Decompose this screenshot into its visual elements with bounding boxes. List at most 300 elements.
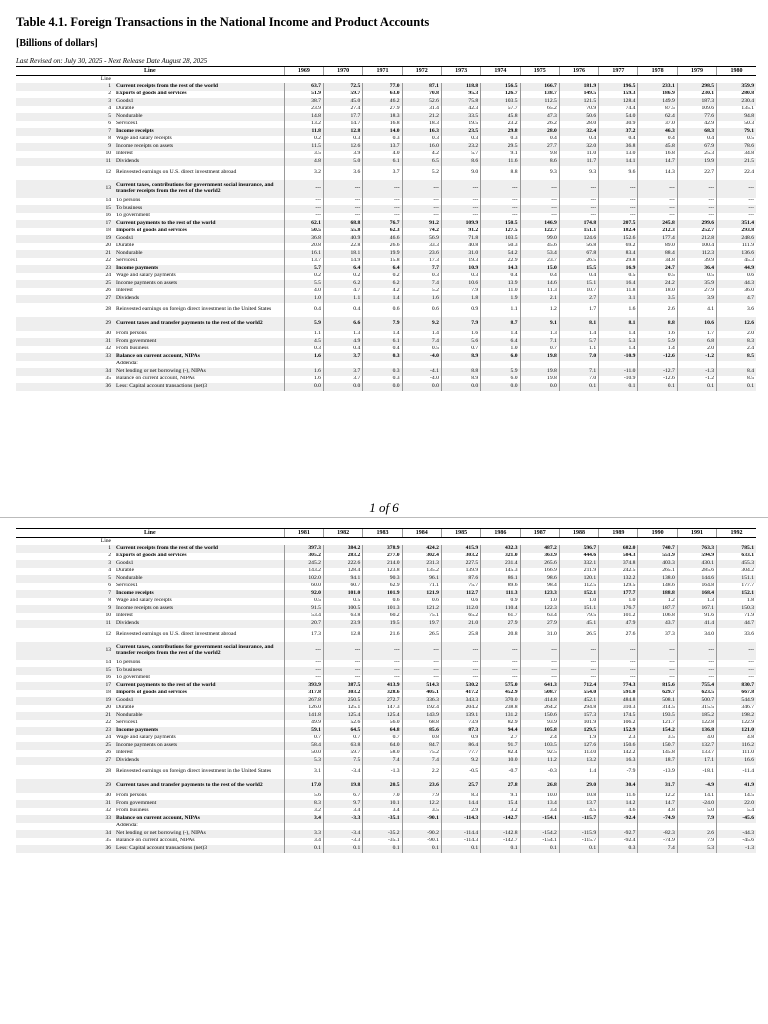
cell-value: 26.5 bbox=[559, 628, 598, 642]
cell-value: 55.8 bbox=[323, 228, 362, 236]
cell-value: 26.6 bbox=[363, 243, 402, 251]
cell-value: --- bbox=[677, 642, 716, 660]
cell-value: 0.1 bbox=[717, 383, 756, 391]
cell-value: 8.5 bbox=[717, 353, 756, 361]
column-header-year: 1974 bbox=[481, 67, 520, 76]
cell-value: 101.0 bbox=[323, 590, 362, 598]
row-label: To business bbox=[114, 205, 284, 213]
line-number: 35 bbox=[105, 837, 112, 844]
line-number: 9 bbox=[16, 143, 114, 151]
cell-value: 252.7 bbox=[677, 228, 716, 236]
cell-value: 0.7 bbox=[520, 346, 559, 354]
cell-value bbox=[638, 361, 677, 369]
cell-value: 4.5 bbox=[559, 808, 598, 816]
cell-value: --- bbox=[363, 660, 402, 668]
cell-value: 106.2 bbox=[599, 720, 638, 728]
cell-value: -154.1 bbox=[520, 815, 559, 823]
cell-value: 5.9 bbox=[481, 368, 520, 376]
cell-value: 9.7 bbox=[323, 800, 362, 808]
table-row bbox=[16, 830, 756, 838]
cell-value: 10.8 bbox=[559, 793, 598, 801]
cell-value: 28.0 bbox=[520, 128, 559, 136]
cell-value: 6.8 bbox=[677, 338, 716, 346]
cell-value: 30.4 bbox=[599, 779, 638, 793]
cell-value: --- bbox=[559, 667, 598, 675]
cell-value: 8.9 bbox=[441, 376, 480, 384]
cell-value: 3.2 bbox=[284, 808, 323, 816]
cell-value: 1.1 bbox=[559, 346, 598, 354]
line-number: 1 bbox=[16, 545, 114, 553]
cell-value: 302.4 bbox=[402, 553, 441, 561]
table-row bbox=[16, 598, 756, 606]
line-number: 18 bbox=[105, 227, 112, 234]
cell-value: 1.0 bbox=[520, 598, 559, 606]
cell-value: 27.9 bbox=[520, 620, 559, 628]
cell-value: 10.6 bbox=[677, 317, 716, 331]
line-number: 32 bbox=[105, 807, 112, 814]
row-label: Durable bbox=[116, 704, 135, 711]
table-row bbox=[16, 583, 756, 591]
cell-value: 47.9 bbox=[599, 620, 638, 628]
cell-value: 63.8 bbox=[323, 613, 362, 621]
cell-value: --- bbox=[284, 660, 323, 668]
row-label: Exports of goods and services bbox=[116, 90, 187, 97]
cell-value: 8.8 bbox=[638, 317, 677, 331]
cell-value: 298.5 bbox=[677, 83, 716, 91]
cell-value: --- bbox=[363, 205, 402, 213]
cell-value: 370.0 bbox=[481, 697, 520, 705]
cell-value: 265.6 bbox=[520, 560, 559, 568]
cell-value: 87.3 bbox=[441, 727, 480, 735]
cell-value: 8.7 bbox=[481, 317, 520, 331]
column-header-year: 1985 bbox=[441, 529, 480, 538]
cell-value: 54.0 bbox=[599, 113, 638, 121]
cell-value: 0.3 bbox=[363, 136, 402, 144]
cell-value: 12.8 bbox=[323, 128, 362, 136]
cell-value: 7.4 bbox=[363, 757, 402, 765]
cell-value: 14.3 bbox=[638, 166, 677, 180]
cell-value: 17.7 bbox=[323, 113, 362, 121]
cell-value: 29.5 bbox=[481, 143, 520, 151]
cell-value: 35.9 bbox=[677, 280, 716, 288]
cell-value bbox=[481, 823, 520, 831]
cell-value: --- bbox=[599, 642, 638, 660]
cell-value: 50.5 bbox=[284, 228, 323, 236]
cell-value: 103.5 bbox=[520, 742, 559, 750]
cell-value: 23.9 bbox=[284, 106, 323, 114]
row-label: Current payments to the rest of the world bbox=[114, 220, 284, 228]
cell-value: 193.5 bbox=[638, 712, 677, 720]
cell-value: 17.3 bbox=[284, 628, 323, 642]
cell-value: --- bbox=[717, 180, 756, 198]
table-row bbox=[16, 727, 756, 735]
cell-value: --- bbox=[520, 213, 559, 221]
line-number: 30 bbox=[105, 330, 112, 337]
cell-value: 4.8 bbox=[717, 735, 756, 743]
cell-value: 12.2 bbox=[402, 800, 441, 808]
row-label: From government bbox=[114, 338, 284, 346]
cell-value: 682.0 bbox=[599, 545, 638, 553]
row-label: Nondurable bbox=[114, 113, 284, 121]
cell-value: 1.2 bbox=[638, 598, 677, 606]
row-label: Current taxes and transfer payments to the rest of the world2 bbox=[114, 779, 284, 793]
cell-value: 1.1 bbox=[284, 331, 323, 339]
cell-value: 68.8 bbox=[323, 220, 362, 228]
cell-value: 8.3 bbox=[717, 338, 756, 346]
cell-value: --- bbox=[520, 642, 559, 660]
cell-value: --- bbox=[284, 667, 323, 675]
cell-value: 34.0 bbox=[677, 628, 716, 642]
cell-value: 18.3 bbox=[363, 113, 402, 121]
cell-value: 5.3 bbox=[284, 757, 323, 765]
cell-value: -24.0 bbox=[677, 800, 716, 808]
cell-value: 128.4 bbox=[323, 568, 362, 576]
cell-value: --- bbox=[402, 213, 441, 221]
table-row bbox=[16, 750, 756, 758]
cell-value: 0.4 bbox=[323, 303, 362, 317]
cell-value: 23.6 bbox=[402, 250, 441, 258]
cell-value: 774.3 bbox=[599, 682, 638, 690]
cell-value: 121.7 bbox=[638, 720, 677, 728]
cell-value: 0.5 bbox=[323, 598, 362, 606]
cell-value: 7.9 bbox=[402, 793, 441, 801]
cell-value: --- bbox=[323, 660, 362, 668]
cell-value: 138.7 bbox=[520, 91, 559, 99]
cell-value: 36.8 bbox=[599, 143, 638, 151]
cell-value: 177.7 bbox=[599, 590, 638, 598]
cell-value bbox=[363, 361, 402, 369]
line-number: 31 bbox=[16, 800, 114, 808]
cell-value: 13.2 bbox=[284, 121, 323, 129]
cell-value: 152.1 bbox=[559, 590, 598, 598]
cell-value: 23.7 bbox=[520, 258, 559, 266]
cell-value: 633.1 bbox=[717, 553, 756, 561]
cell-value: -3.3 bbox=[323, 838, 362, 846]
column-header-year: 1987 bbox=[520, 529, 559, 538]
cell-value: 231.4 bbox=[481, 560, 520, 568]
cell-value: 63.7 bbox=[284, 83, 323, 91]
cell-value: 242.5 bbox=[599, 568, 638, 576]
cell-value: 10.9 bbox=[441, 265, 480, 273]
cell-value: 575.0 bbox=[481, 682, 520, 690]
table-row bbox=[16, 166, 756, 180]
cell-value: 1.4 bbox=[559, 765, 598, 779]
row-label: Imports of goods and services bbox=[116, 227, 187, 234]
row-label: Nondurable bbox=[114, 250, 284, 258]
cell-value: --- bbox=[402, 198, 441, 206]
cell-value: 101.9 bbox=[559, 720, 598, 728]
cell-value: 16.4 bbox=[599, 280, 638, 288]
cell-value: 500.7 bbox=[677, 697, 716, 705]
cell-value: 2.7 bbox=[481, 735, 520, 743]
cell-value: -10.9 bbox=[599, 353, 638, 361]
cell-value: 187.7 bbox=[638, 605, 677, 613]
cell-value: -92.7 bbox=[599, 830, 638, 838]
cell-value: 397.3 bbox=[284, 545, 323, 553]
cell-value: --- bbox=[402, 660, 441, 668]
column-header-year: 1991 bbox=[677, 529, 716, 538]
line-number: 16 bbox=[105, 212, 112, 219]
cell-value: 33.3 bbox=[402, 243, 441, 251]
cell-value: 99.0 bbox=[520, 235, 559, 243]
cell-value: 142.2 bbox=[599, 750, 638, 758]
cell-value: -114.4 bbox=[441, 830, 480, 838]
line-number: 3 bbox=[16, 98, 114, 106]
cell-value: --- bbox=[284, 198, 323, 206]
cell-value: 285.6 bbox=[677, 568, 716, 576]
cell-value: 1.3 bbox=[677, 598, 716, 606]
cell-value: 2.9 bbox=[441, 808, 480, 816]
cell-value: 49.9 bbox=[284, 720, 323, 728]
cell-value: -35.2 bbox=[363, 830, 402, 838]
column-header-year: 1984 bbox=[402, 529, 441, 538]
cell-value: 267.8 bbox=[284, 697, 323, 705]
row-label: Goods1 bbox=[114, 98, 284, 106]
table-row bbox=[16, 720, 756, 728]
table-row bbox=[16, 228, 756, 236]
cell-value: 192.4 bbox=[402, 705, 441, 713]
column-header-year: 1992 bbox=[717, 529, 756, 538]
cell-value: 43.7 bbox=[638, 620, 677, 628]
cell-value: 16.3 bbox=[402, 128, 441, 136]
cell-value: -11.4 bbox=[717, 765, 756, 779]
cell-value: 75.2 bbox=[402, 750, 441, 758]
cell-value: 0.3 bbox=[441, 273, 480, 281]
cell-value: 0.0 bbox=[441, 383, 480, 391]
cell-value: -1.2 bbox=[677, 376, 716, 384]
cell-value: 9.1 bbox=[481, 151, 520, 159]
cell-value: 111.9 bbox=[717, 243, 756, 251]
line-number: 5 bbox=[16, 575, 114, 583]
table-row bbox=[16, 800, 756, 808]
cell-value: 5.6 bbox=[441, 338, 480, 346]
cell-value: 67.9 bbox=[677, 143, 716, 151]
cell-value: 455.3 bbox=[717, 560, 756, 568]
cell-value: --- bbox=[677, 660, 716, 668]
row-label: Services1 bbox=[116, 719, 138, 726]
cell-value: 19.3 bbox=[441, 258, 480, 266]
cell-value: 151.1 bbox=[559, 228, 598, 236]
row-label: Durable bbox=[116, 567, 135, 574]
cell-value: 1.4 bbox=[481, 331, 520, 339]
cell-value: --- bbox=[638, 198, 677, 206]
cell-value: 0.8 bbox=[402, 735, 441, 743]
line-number: 19 bbox=[16, 235, 114, 243]
cell-value: 45.8 bbox=[638, 143, 677, 151]
table-row bbox=[16, 136, 756, 144]
cell-value: 23.2 bbox=[481, 121, 520, 129]
line-number: 10 bbox=[105, 150, 112, 157]
table-row bbox=[16, 250, 756, 258]
cell-value: 72.5 bbox=[323, 83, 362, 91]
cell-value: 103.5 bbox=[481, 235, 520, 243]
row-label: Less: Capital account transactions (net)3 bbox=[114, 845, 284, 853]
cell-value: 0.1 bbox=[559, 383, 598, 391]
cell-value: 5.0 bbox=[677, 808, 716, 816]
cell-value: 87.6 bbox=[441, 575, 480, 583]
cell-value: 393.9 bbox=[284, 682, 323, 690]
cell-value: 94.4 bbox=[481, 727, 520, 735]
cell-value: 89.0 bbox=[638, 243, 677, 251]
cell-value: 74.4 bbox=[599, 106, 638, 114]
cell-value: --- bbox=[481, 675, 520, 683]
cell-value: 7.4 bbox=[402, 757, 441, 765]
cell-value: 64.0 bbox=[363, 742, 402, 750]
cell-value: --- bbox=[441, 642, 480, 660]
row-label: Net lending or net borrowing (-), NIPAs bbox=[114, 830, 284, 838]
cell-value: --- bbox=[638, 667, 677, 675]
cell-value: 33.5 bbox=[441, 113, 480, 121]
table-subtitle: [Billions of dollars] bbox=[16, 38, 98, 49]
cell-value: 1.0 bbox=[481, 346, 520, 354]
cell-value: --- bbox=[363, 675, 402, 683]
cell-value: 245.8 bbox=[638, 220, 677, 228]
cell-value: 19.8 bbox=[520, 368, 559, 376]
cell-value: 413.9 bbox=[363, 682, 402, 690]
cell-value: 98.6 bbox=[520, 575, 559, 583]
cell-value: 8.1 bbox=[559, 317, 598, 331]
cell-value: --- bbox=[520, 660, 559, 668]
cell-value: 0.1 bbox=[402, 845, 441, 853]
cell-value: 112.5 bbox=[520, 98, 559, 106]
cell-value: --- bbox=[599, 198, 638, 206]
cell-value: 40.8 bbox=[441, 243, 480, 251]
cell-value: 150.7 bbox=[638, 742, 677, 750]
row-label: Income payments on assets bbox=[114, 280, 284, 288]
cell-value: 86.4 bbox=[441, 742, 480, 750]
cell-value: 740.7 bbox=[638, 545, 677, 553]
cell-value: 530.2 bbox=[441, 682, 480, 690]
cell-value: --- bbox=[599, 667, 638, 675]
row-label: To persons bbox=[116, 197, 141, 204]
cell-value: 4.8 bbox=[638, 808, 677, 816]
line-number: 24 bbox=[105, 734, 112, 741]
cell-value: 212.8 bbox=[677, 235, 716, 243]
cell-value: --- bbox=[520, 198, 559, 206]
cell-value: 16.0 bbox=[402, 143, 441, 151]
cell-value: 0.7 bbox=[441, 346, 480, 354]
row-label: From business bbox=[116, 345, 149, 352]
cell-value: 62.4 bbox=[638, 113, 677, 121]
cell-value: 204.2 bbox=[441, 705, 480, 713]
line-number: 12 bbox=[105, 630, 112, 637]
cell-value: 11.8 bbox=[284, 128, 323, 136]
cell-value: -4.9 bbox=[677, 779, 716, 793]
cell-value: 10.0 bbox=[481, 757, 520, 765]
cell-value: 121.9 bbox=[402, 590, 441, 598]
cell-value: 7.9 bbox=[677, 838, 716, 846]
cell-value: --- bbox=[481, 198, 520, 206]
cell-value: 11.6 bbox=[481, 158, 520, 166]
table-row bbox=[16, 205, 756, 213]
row-label: Balance on current account, NIPAs bbox=[114, 353, 284, 361]
cell-value: 118.8 bbox=[441, 83, 480, 91]
cell-value: 1.6 bbox=[284, 353, 323, 361]
cell-value: 487.2 bbox=[520, 545, 559, 553]
cell-value: 0.5 bbox=[402, 346, 441, 354]
line-number: 15 bbox=[16, 667, 114, 675]
cell-value: 14.2 bbox=[599, 800, 638, 808]
table-row bbox=[16, 91, 756, 99]
row-label: To business bbox=[114, 667, 284, 675]
cell-value: 64.8 bbox=[363, 727, 402, 735]
cell-value: 50.3 bbox=[717, 121, 756, 129]
table-row bbox=[16, 368, 756, 376]
cell-value: 1.8 bbox=[441, 295, 480, 303]
cell-value: 124.6 bbox=[559, 235, 598, 243]
cell-value: 46.2 bbox=[363, 98, 402, 106]
cell-value: --- bbox=[599, 660, 638, 668]
cell-value: 63.0 bbox=[363, 91, 402, 99]
line-number: 30 bbox=[105, 792, 112, 799]
cell-value: 5.7 bbox=[441, 151, 480, 159]
cell-value: 0.3 bbox=[284, 346, 323, 354]
table-row bbox=[16, 605, 756, 613]
column-header-year: 1969 bbox=[284, 67, 323, 76]
cell-value: 19.9 bbox=[363, 250, 402, 258]
cell-value: 16.1 bbox=[284, 250, 323, 258]
cell-value: --- bbox=[677, 180, 716, 198]
cell-value: 15.4 bbox=[481, 800, 520, 808]
cell-value: 0.4 bbox=[559, 136, 598, 144]
cell-value: 135.2 bbox=[402, 568, 441, 576]
cell-value: 19.5 bbox=[363, 620, 402, 628]
cell-value: 112.7 bbox=[441, 590, 480, 598]
cell-value bbox=[559, 823, 598, 831]
table-row bbox=[16, 106, 756, 114]
cell-value: -3.3 bbox=[323, 815, 362, 823]
cell-value: --- bbox=[284, 205, 323, 213]
cell-value: 0.4 bbox=[481, 273, 520, 281]
cell-value: --- bbox=[441, 213, 480, 221]
row-label: Balance on current account, NIPAs bbox=[114, 815, 284, 823]
cell-value: 106.8 bbox=[638, 613, 677, 621]
cell-value: 3.2 bbox=[481, 808, 520, 816]
line-number: 14 bbox=[105, 197, 112, 204]
row-label: Income payments bbox=[114, 727, 284, 735]
cell-value: 0.6 bbox=[363, 303, 402, 317]
cell-value: 95.3 bbox=[441, 91, 480, 99]
line-number: 6 bbox=[108, 582, 112, 589]
cell-value: 148.6 bbox=[638, 583, 677, 591]
cell-value: 187.3 bbox=[677, 98, 716, 106]
row-label: Services1 bbox=[116, 582, 138, 589]
cell-value: 62.3 bbox=[363, 228, 402, 236]
cell-value: -154.1 bbox=[520, 838, 559, 846]
cell-value: 14.7 bbox=[638, 158, 677, 166]
line-number: 5 bbox=[16, 113, 114, 121]
cell-value: --- bbox=[441, 675, 480, 683]
cell-value: 91.6 bbox=[677, 613, 716, 621]
table-row bbox=[16, 613, 756, 621]
row-label: Reinvested earnings on foreign direct investment in the United States bbox=[116, 305, 272, 312]
cell-value: 86.1 bbox=[481, 575, 520, 583]
cell-value: 52.6 bbox=[323, 720, 362, 728]
cell-value: 0.1 bbox=[323, 845, 362, 853]
cell-value: 75.8 bbox=[441, 98, 480, 106]
cell-value: 62.9 bbox=[363, 583, 402, 591]
cell-value: 0.4 bbox=[677, 136, 716, 144]
cell-value: 4.7 bbox=[323, 288, 362, 296]
table-row bbox=[16, 158, 756, 166]
cell-value: 9.2 bbox=[402, 317, 441, 331]
row-label: From persons bbox=[116, 330, 147, 337]
cell-value bbox=[520, 361, 559, 369]
line-number: 4 bbox=[108, 567, 112, 574]
cell-value: -114.3 bbox=[441, 838, 480, 846]
cell-value: 16.6 bbox=[717, 757, 756, 765]
cell-value: --- bbox=[638, 642, 677, 660]
